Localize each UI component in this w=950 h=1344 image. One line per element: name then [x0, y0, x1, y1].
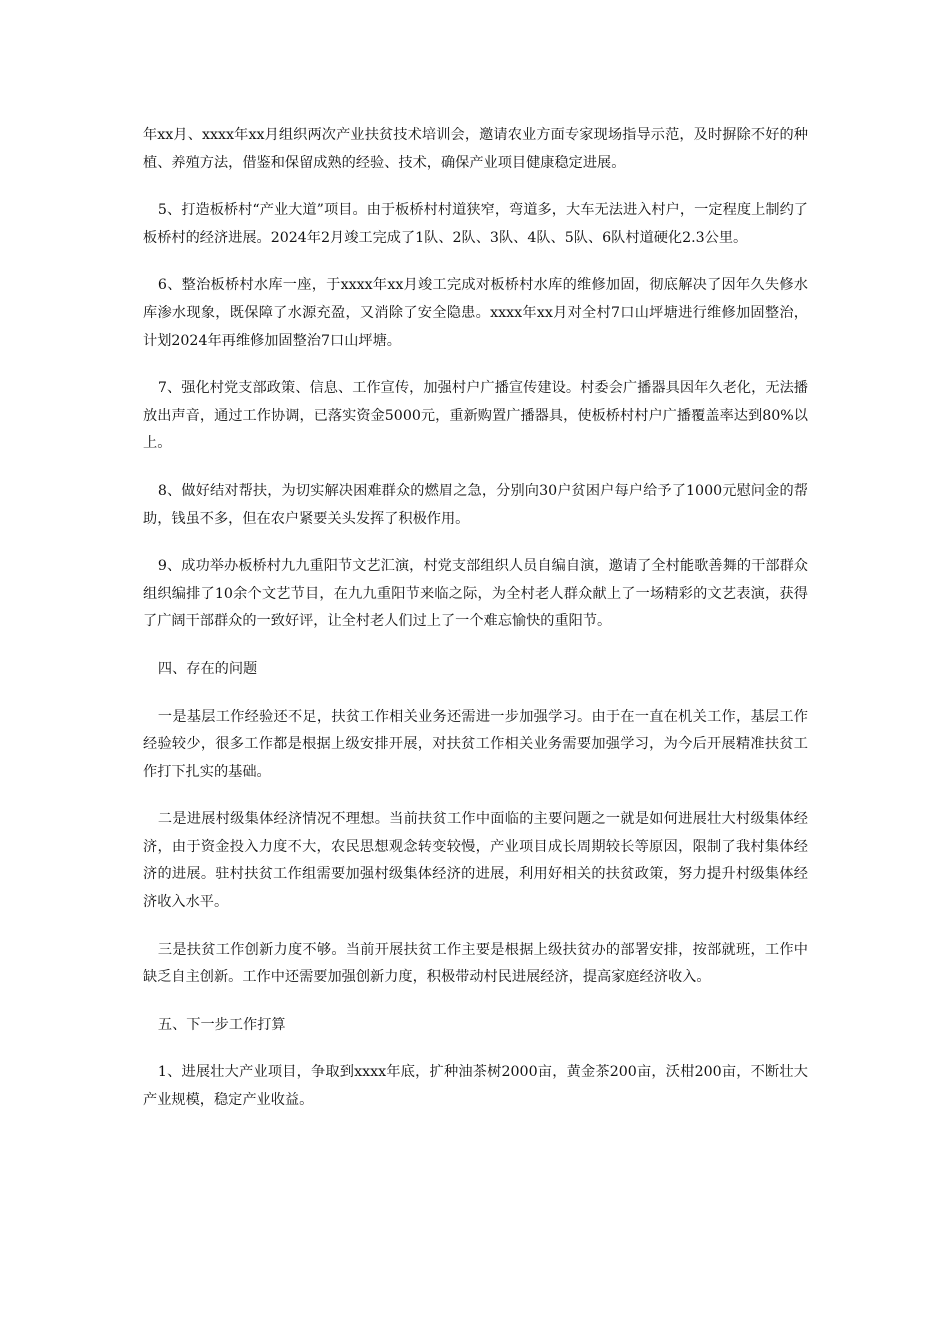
paragraph-problem-2: 二是进展村级集体经济情况不理想。当前扶贫工作中面临的主要问题之一就是如何进展壮大村级集体经济，由于资金投入力度不大，农民思想观念转变较慢，产业项目成长周期较长等原因，限制了我村集体经济的进展。驻村扶贫工作组需要加强村级集体经济的进展，利用好相关的扶贫政策，努力提升村级集体经济收入水平。: [143, 811, 808, 911]
paragraph-item-8: 8、做好结对帮扶，为切实解决困难群众的燃眉之急，分别向30户贫困户每户给予了1000元慰问金的帮助，钱虽不多，但在农户紧要关头发挥了积极作用。: [143, 482, 808, 527]
paragraph-item-7: 7、强化村党支部政策、信息、工作宣传，加强村户广播宣传建设。村委会广播器具因年久老化，无法播放出声音，通过工作协调，已落实资金5000元，重新购置广播器具，使板桥村村户广播覆盖率达到80%以上。: [143, 380, 808, 452]
paragraph-problem-3: 三是扶贫工作创新力度不够。当前开展扶贫工作主要是根据上级扶贫办的部署安排，按部就班，工作中缺乏自主创新。工作中还需要加强创新力度，积极带动村民进展经济，提高家庭经济收入。: [143, 941, 808, 986]
paragraph-item-5: 5、打造板桥村“产业大道”项目。由于板桥村村道狭窄，弯道多，大车无法进入村户，一定程度上制约了板桥村的经济进展。2024年2月竣工完成了1队、2队、3队、4队、5队、6队村道硬化2.3公里。: [143, 202, 808, 246]
section-heading-next-steps: 五、下一步工作打算: [157, 1016, 286, 1033]
document-body: [143, 122, 808, 1135]
paragraph-item-6: 6、整治板桥村水库一座，于xxxx年xx月竣工完成对板桥村水库的维修加固，彻底解决了因年久失修水库渗水现象，既保障了水源充盈，又消除了安全隐患。xxxx年xx月对全村7口山坪塘进行维修加固整治，计划2024年再维修加固整治7口山坪塘。: [143, 277, 808, 349]
paragraph-problem-1: 一是基层工作经验还不足，扶贫工作相关业务还需进一步加强学习。由于在一直在机关工作，基层工作经验较少，很多工作都是根据上级安排开展，对扶贫工作相关业务需要加强学习，为今后开展精准扶贫工作打下扎实的基础。: [143, 708, 808, 780]
paragraph-plan-1: 1、进展壮大产业项目，争取到xxxx年底，扩种油茶树2000亩，黄金茶200亩，沃柑200亩，不断壮大产业规模，稳定产业收益。: [143, 1064, 808, 1109]
paragraph-continuation: 年xx月、xxxx年xx月组织两次产业扶贫技术培训会，邀请农业方面专家现场指导示范，及时摒除不好的种植、养殖方法，借鉴和保留成熟的经验、技术，确保产业项目健康稳定进展。: [143, 127, 808, 171]
paragraph-item-9: 9、成功举办板桥村九九重阳节文艺汇演，村党支部组织人员自编自演，邀请了全村能歌善舞的干部群众组织编排了10余个文艺节目，在九九重阳节来临之际，为全村老人群众献上了一场精彩的文艺表演，获得了广阔干部群众的一致好评，让全村老人们过上了一个难忘愉快的重阳节。: [143, 558, 808, 630]
section-heading-problems: 四、存在的问题: [157, 660, 258, 677]
